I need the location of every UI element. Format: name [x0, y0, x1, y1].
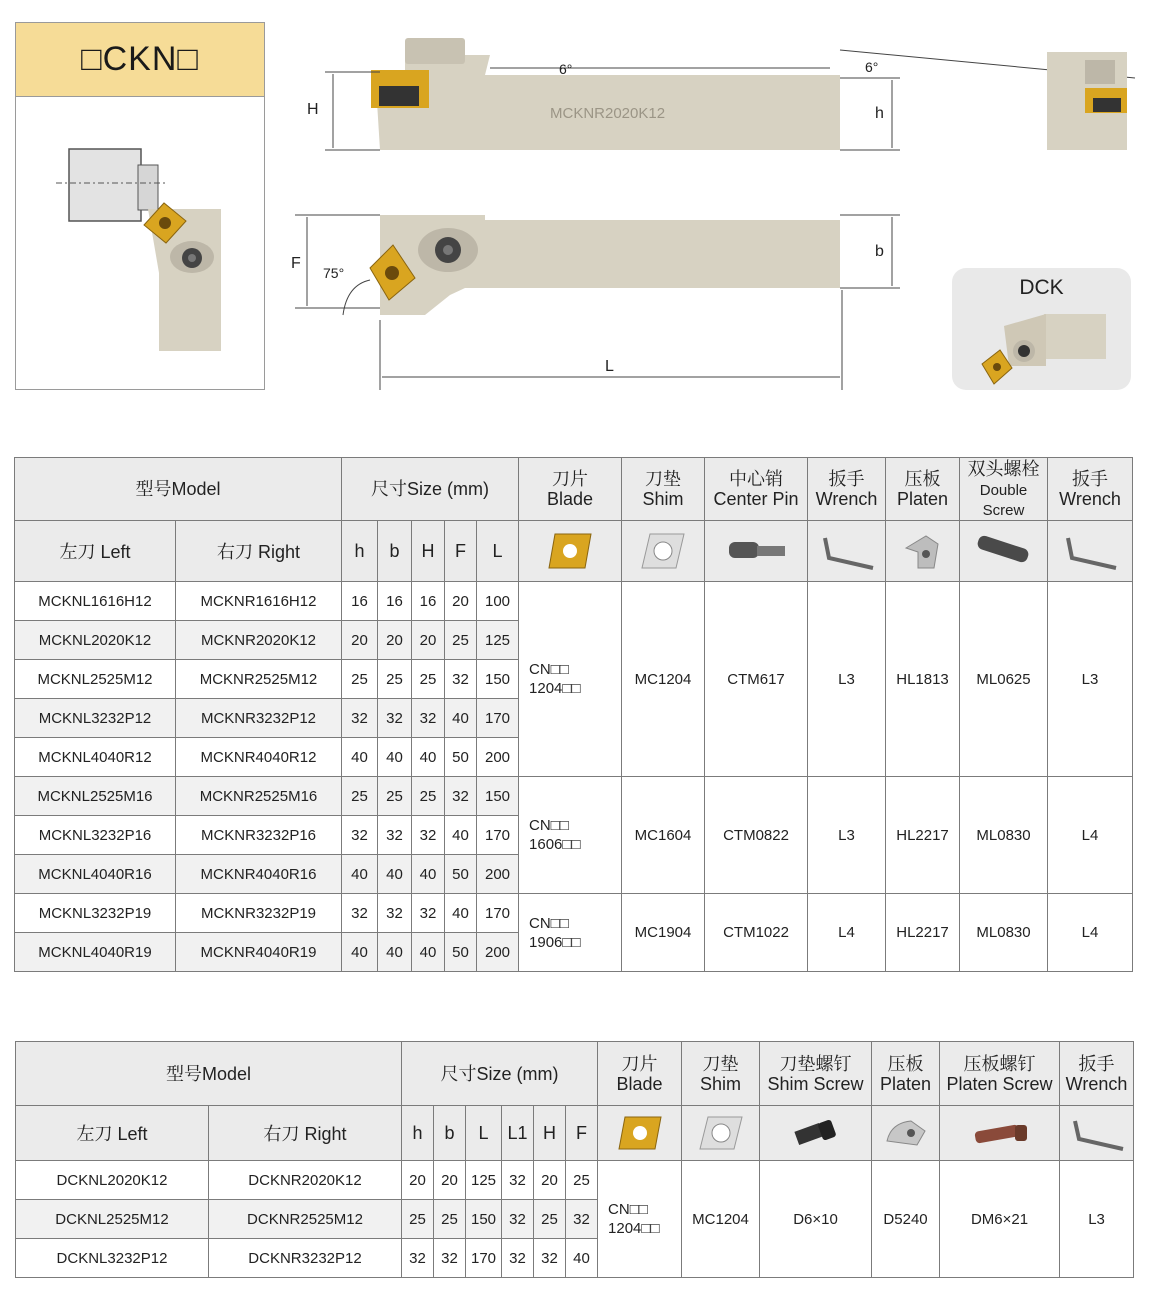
dimension-cell: 125 [466, 1161, 502, 1200]
side-view [307, 38, 1135, 150]
dimension-cell: 32 [502, 1239, 534, 1278]
wrench-image [808, 521, 886, 582]
wrench2-value: L3 [1048, 582, 1133, 777]
wrench-value: L3 [808, 582, 886, 777]
shim-header: 刀垫 Shim [622, 458, 705, 521]
product-title: □CKN□ [16, 23, 264, 97]
dimension-cell: 20 [378, 621, 412, 660]
double-screw-value: ML0830 [960, 777, 1048, 894]
dimension-cell: 40 [378, 855, 412, 894]
dimension-cell: 200 [477, 855, 519, 894]
model-cell: MCKNR3232P16 [176, 816, 342, 855]
dimension-cell: 150 [477, 660, 519, 699]
dimension-cell: 25 [445, 621, 477, 660]
dimension-cell: 40 [445, 699, 477, 738]
dimension-cell: 20 [342, 621, 378, 660]
table-row [15, 894, 1133, 933]
dimension-cell: 25 [412, 777, 445, 816]
dimension-cell: 32 [502, 1200, 534, 1239]
dimension-cell: 50 [445, 855, 477, 894]
dimension-cell: 200 [477, 738, 519, 777]
dimension-cell: 25 [434, 1200, 466, 1239]
model-cell: MCKNL3232P19 [15, 894, 176, 933]
right-header: 右刀 Right [176, 521, 342, 582]
size-header: 尺寸Size (mm) [342, 458, 519, 521]
dimension-cell: 16 [378, 582, 412, 621]
model-header: 型号Model [16, 1042, 402, 1106]
model-cell: DCKNR2020K12 [209, 1161, 402, 1200]
dimension-cell: 40 [445, 894, 477, 933]
dimension-cell: 32 [342, 699, 378, 738]
model-cell: MCKNL2020K12 [15, 621, 176, 660]
shim-value: MC1604 [622, 777, 705, 894]
model-cell: MCKNR1616H12 [176, 582, 342, 621]
shim-value: MC1904 [622, 894, 705, 972]
dimension-cell: 32 [566, 1200, 598, 1239]
blade-image [519, 521, 622, 582]
platen-screw-value: DM6×21 [940, 1161, 1060, 1278]
dimension-cell: 40 [445, 816, 477, 855]
blade-header: 刀片 Blade [598, 1042, 682, 1106]
model-cell: MCKNL4040R12 [15, 738, 176, 777]
model-cell: MCKNL2525M16 [15, 777, 176, 816]
dimension-cell: 16 [412, 582, 445, 621]
dimension-cell: 32 [402, 1239, 434, 1278]
dimension-cell: 40 [378, 738, 412, 777]
dim-L1-header: L1 [502, 1106, 534, 1161]
label-h: h [875, 105, 884, 122]
product-illustration [16, 97, 264, 390]
label-H: H [307, 101, 319, 118]
label-F: F [291, 255, 301, 272]
platen-header: 压板 Platen [886, 458, 960, 521]
dimension-cell: 16 [342, 582, 378, 621]
dimension-cell: 25 [342, 777, 378, 816]
model-cell: MCKNR3232P12 [176, 699, 342, 738]
angle-left: 6° [559, 61, 573, 77]
dimension-cell: 40 [342, 738, 378, 777]
dim-h-header: h [342, 521, 378, 582]
dimension-cell: 25 [378, 777, 412, 816]
dim-b-header: b [434, 1106, 466, 1161]
double-screw-value: ML0830 [960, 894, 1048, 972]
dimension-cell: 170 [477, 816, 519, 855]
wrench-value: L4 [808, 894, 886, 972]
model-cell: DCKNL3232P12 [16, 1239, 209, 1278]
model-cell: MCKNL4040R19 [15, 933, 176, 972]
dimension-cell: 20 [412, 621, 445, 660]
dimension-cell: 32 [534, 1239, 566, 1278]
dimension-cell: 200 [477, 933, 519, 972]
dimension-cell: 170 [466, 1239, 502, 1278]
platen-image [872, 1106, 940, 1161]
dimension-cell: 32 [445, 777, 477, 816]
wrench-header: 扳手 Wrench [808, 458, 886, 521]
shim-value: MC1204 [622, 582, 705, 777]
blade-value: CN□□ 1204□□ [519, 582, 622, 777]
product-title-box [15, 22, 265, 390]
dimension-cell: 40 [412, 738, 445, 777]
model-cell: DCKNR3232P12 [209, 1239, 402, 1278]
dimension-cell: 40 [378, 933, 412, 972]
dimension-cell: 25 [402, 1200, 434, 1239]
wrench2-value: L4 [1048, 894, 1133, 972]
dimension-cell: 25 [566, 1161, 598, 1200]
shim-image [682, 1106, 760, 1161]
center-pin-image [705, 521, 808, 582]
platen-header: 压板 Platen [872, 1042, 940, 1106]
spec-table-dckn [15, 1041, 1134, 1278]
shim-header: 刀垫 Shim [682, 1042, 760, 1106]
wrench2-value: L4 [1048, 777, 1133, 894]
model-cell: MCKNR2020K12 [176, 621, 342, 660]
center-pin-value: CTM1022 [705, 894, 808, 972]
platen-value: HL1813 [886, 582, 960, 777]
wrench2-image [1048, 521, 1133, 582]
dim-H-header: H [412, 521, 445, 582]
dimension-cell: 32 [412, 894, 445, 933]
model-cell: MCKNL3232P16 [15, 816, 176, 855]
dimension-cell: 150 [477, 777, 519, 816]
wrench-value: L3 [808, 777, 886, 894]
model-cell: MCKNL3232P12 [15, 699, 176, 738]
dck-label: DCK [1019, 276, 1064, 299]
dimension-cell: 32 [502, 1161, 534, 1200]
model-cell: MCKNR2525M12 [176, 660, 342, 699]
angle-right: 6° [865, 59, 879, 75]
model-cell: MCKNR2525M16 [176, 777, 342, 816]
dimension-cell: 25 [342, 660, 378, 699]
double-screw-value: ML0625 [960, 582, 1048, 777]
platen-value: HL2217 [886, 894, 960, 972]
dimension-cell: 32 [378, 699, 412, 738]
blade-value: CN□□ 1906□□ [519, 894, 622, 972]
dimension-cell: 32 [412, 699, 445, 738]
dimension-cell: 20 [445, 582, 477, 621]
wrench-header: 扳手 Wrench [1060, 1042, 1134, 1106]
dimension-cell: 32 [342, 894, 378, 933]
dimension-cell: 40 [342, 855, 378, 894]
dimension-cell: 32 [342, 816, 378, 855]
dim-F-header: F [445, 521, 477, 582]
shim-screw-value: D6×10 [760, 1161, 872, 1278]
wrench2-header: 扳手 Wrench [1048, 458, 1133, 521]
dimension-cell: 100 [477, 582, 519, 621]
blade-image [598, 1106, 682, 1161]
dimension-cell: 20 [434, 1161, 466, 1200]
shim-image [622, 521, 705, 582]
dimension-cell: 32 [434, 1239, 466, 1278]
center-pin-header: 中心销 Center Pin [705, 458, 808, 521]
holder-marking: MCKNR2020K12 [550, 105, 666, 122]
double-screw-image [960, 521, 1048, 582]
dim-F-header: F [566, 1106, 598, 1161]
platen-screw-image [940, 1106, 1060, 1161]
dimension-cell: 32 [445, 660, 477, 699]
left-header: 左刀 Left [15, 521, 176, 582]
angle-75: 75° [323, 265, 345, 281]
dimension-cell: 20 [402, 1161, 434, 1200]
dimension-cell: 50 [445, 933, 477, 972]
model-cell: MCKNL4040R16 [15, 855, 176, 894]
dimension-cell: 25 [412, 660, 445, 699]
table-row [16, 1161, 1134, 1200]
label-L: L [605, 358, 614, 375]
dimension-cell: 125 [477, 621, 519, 660]
dim-h-header: h [402, 1106, 434, 1161]
model-cell: DCKNL2020K12 [16, 1161, 209, 1200]
shim-screw-image [760, 1106, 872, 1161]
dimension-cell: 20 [534, 1161, 566, 1200]
center-pin-value: CTM0822 [705, 777, 808, 894]
dim-L-header: L [466, 1106, 502, 1161]
shim-value: MC1204 [682, 1161, 760, 1278]
dim-b-header: b [378, 521, 412, 582]
dimension-cell: 25 [378, 660, 412, 699]
table-row [15, 777, 1133, 816]
dimension-cell: 150 [466, 1200, 502, 1239]
model-cell: DCKNR2525M12 [209, 1200, 402, 1239]
dimension-cell: 40 [342, 933, 378, 972]
wrench-value: L3 [1060, 1161, 1134, 1278]
platen-screw-header: 压板螺钉 Platen Screw [940, 1042, 1060, 1106]
dck-inset [952, 268, 1131, 390]
left-header: 左刀 Left [16, 1106, 209, 1161]
platen-value: HL2217 [886, 777, 960, 894]
table-row [15, 582, 1133, 621]
platen-value: D5240 [872, 1161, 940, 1278]
dimension-cell: 25 [534, 1200, 566, 1239]
model-cell: MCKNL1616H12 [15, 582, 176, 621]
dim-H-header: H [534, 1106, 566, 1161]
dim-L-header: L [477, 521, 519, 582]
blade-value: CN□□ 1204□□ [598, 1161, 682, 1278]
blade-header: 刀片 Blade [519, 458, 622, 521]
model-cell: MCKNL2525M12 [15, 660, 176, 699]
wrench-image [1060, 1106, 1134, 1161]
dimension-cell: 32 [378, 894, 412, 933]
dimension-cell: 40 [566, 1239, 598, 1278]
dimension-cell: 50 [445, 738, 477, 777]
right-header: 右刀 Right [209, 1106, 402, 1161]
platen-image [886, 521, 960, 582]
double-screw-header: 双头螺栓 Double Screw [960, 458, 1048, 521]
dck-illustration [974, 306, 1109, 386]
label-b: b [875, 243, 884, 260]
size-header: 尺寸Size (mm) [402, 1042, 598, 1106]
blade-value: CN□□ 1606□□ [519, 777, 622, 894]
model-header: 型号Model [15, 458, 342, 521]
dimension-cell: 170 [477, 894, 519, 933]
shim-screw-header: 刀垫螺钉 Shim Screw [760, 1042, 872, 1106]
top-view [291, 215, 900, 390]
dimension-cell: 170 [477, 699, 519, 738]
dimension-cell: 40 [412, 855, 445, 894]
dimension-cell: 40 [412, 933, 445, 972]
model-cell: DCKNL2525M12 [16, 1200, 209, 1239]
dimension-cell: 32 [412, 816, 445, 855]
model-cell: MCKNR3232P19 [176, 894, 342, 933]
model-cell: MCKNR4040R12 [176, 738, 342, 777]
center-pin-value: CTM617 [705, 582, 808, 777]
model-cell: MCKNR4040R16 [176, 855, 342, 894]
model-cell: MCKNR4040R19 [176, 933, 342, 972]
dimension-cell: 32 [378, 816, 412, 855]
spec-table-mckn [14, 457, 1133, 972]
